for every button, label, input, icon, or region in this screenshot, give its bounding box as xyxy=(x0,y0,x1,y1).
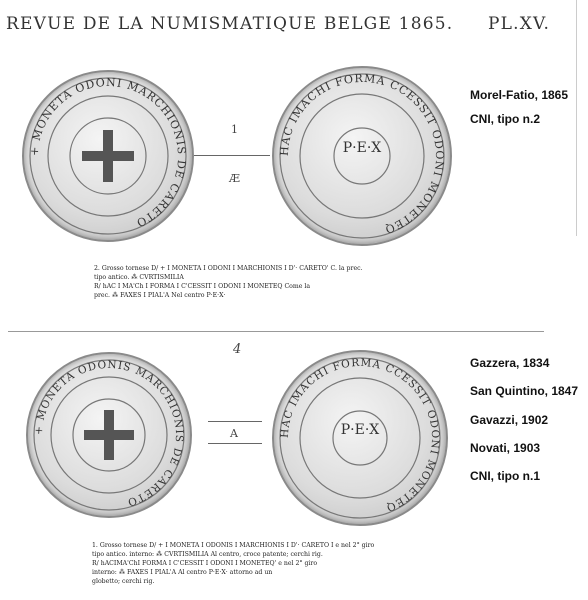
top-caption-line: 2. Grosso tornese D/ + I MONETA I ODONI I MARCHIONIS I D'· CARETO' C. la prec. xyxy=(94,265,363,272)
bottom-caption xyxy=(92,541,374,586)
top-number: 1 xyxy=(231,123,238,136)
bottom-caption-line: 1. Grosso tornese D/ + I MONETA I ODONIS I MARCHIONIS I D'· CARETO I e nel 2° giro xyxy=(92,542,375,549)
ref-top-1: CNI, tipo n.2 xyxy=(470,112,540,126)
bottom-divider-bottom xyxy=(208,443,262,444)
bottom-caption-line: globetto; cerchi rig. xyxy=(92,578,155,585)
bottom-obverse-coin xyxy=(26,352,192,518)
top-reverse-coin xyxy=(272,66,452,246)
bottom-obverse-legend: + MONETA ODONIS MARCHIONIS DE CARETO xyxy=(32,358,186,509)
top-obverse-drawing xyxy=(24,72,192,240)
bottom-reverse-drawing xyxy=(274,352,446,524)
bottom-number: 4 xyxy=(233,342,242,357)
bottom-reverse-center: P·E·X xyxy=(340,422,380,438)
bottom-reverse-legend: HAC IMACHI FORMA CCESSIT ODONI MONETEQ xyxy=(278,356,442,514)
bottom-caption-line: interno: ⁂ FAXES I PIAL'A Al centro P·E·X· attorno ad un xyxy=(92,569,273,576)
top-caption-line: R/ hAC I MA'Ch I FORMA I C'CESSIT I ODONI I MONETEQ Come la xyxy=(94,283,311,290)
top-reverse-drawing xyxy=(274,68,450,244)
ref-bottom-1: San Quintino, 1847 xyxy=(470,384,579,398)
ref-bottom-0: Gazzera, 1834 xyxy=(470,356,550,370)
journal-title: REVUE DE LA NUMISMATIQUE BELGE 1865. xyxy=(6,14,454,34)
bottom-caption-line: tipo antico. interno: ⁂ CVRTISMILIA Al centro, croce patente; cerchi rig. xyxy=(92,551,323,558)
top-reverse-legend: HAC IMACHI FORMA CCESSIT ODONI MONETEQ xyxy=(277,71,447,237)
top-caption xyxy=(94,264,363,300)
top-obverse-legend: + MONETA ODONI MARCHIONIS DE CARETO xyxy=(27,75,189,230)
top-reverse-center: P·E·X xyxy=(342,140,382,156)
rborder xyxy=(576,0,577,236)
bottom-caption-line: R/ hACIMA'ChI FORMA I C'CESSIT I ODONI I MONETEQ' e nel 2° giro xyxy=(92,560,318,567)
plate-number: PL.XV. xyxy=(488,14,551,34)
top-metal: Æ xyxy=(229,172,241,185)
top-caption-line: tipo antico. ⁂ CVRTISMILIA xyxy=(94,274,184,281)
bottom-obverse-drawing xyxy=(28,354,190,516)
journal-header xyxy=(6,14,571,34)
top-divider-line xyxy=(194,155,270,156)
bottom-metal: A xyxy=(230,427,238,440)
bottom-reverse-coin xyxy=(272,350,448,526)
ref-bottom-2: Gavazzi, 1902 xyxy=(470,413,549,427)
bottom-divider-top xyxy=(208,421,262,422)
section-separator xyxy=(8,331,544,332)
top-caption-line: prec. ⁂ FAXES I PIAL'A Nel centro P·E·X· xyxy=(94,292,226,299)
ref-bottom-3: Novati, 1903 xyxy=(470,441,541,455)
top-obverse-coin xyxy=(22,70,194,242)
ref-bottom-4: CNI, tipo n.1 xyxy=(470,469,540,483)
ref-top-0: Morel-Fatio, 1865 xyxy=(470,88,569,102)
